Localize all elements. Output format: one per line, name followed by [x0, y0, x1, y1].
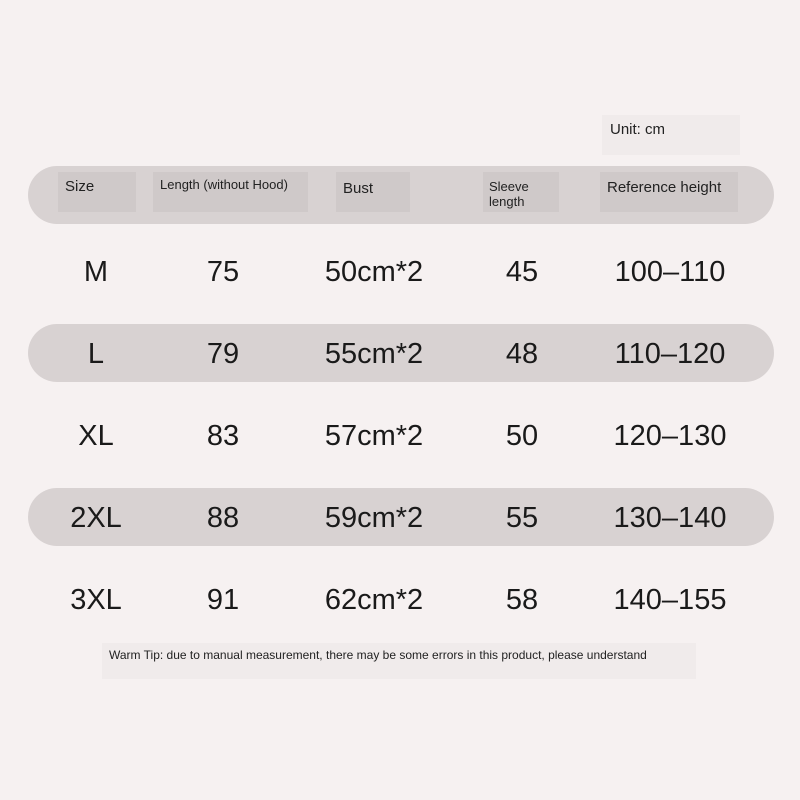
cell-length: 88: [206, 502, 240, 534]
warm-tip: Warm Tip: due to manual measurement, there may be some errors in this product, please understand: [102, 643, 696, 679]
cell-size: M: [83, 256, 109, 288]
cell-bust: 62cm*2: [324, 584, 424, 616]
cell-sleeve: 45: [505, 256, 539, 288]
cell-height: 100–110: [614, 256, 726, 288]
cell-sleeve: 58: [505, 584, 539, 616]
unit-label: Unit: cm: [602, 115, 740, 155]
cell-size: 3XL: [70, 584, 122, 616]
cell-height: 130–140: [613, 502, 727, 534]
cell-length: 91: [206, 584, 240, 616]
cell-bust: 57cm*2: [324, 420, 424, 452]
cell-length: 83: [206, 420, 240, 452]
cell-size: XL: [78, 420, 114, 452]
cell-bust: 55cm*2: [324, 338, 424, 370]
cell-length: 75: [206, 256, 240, 288]
cell-height: 120–130: [613, 420, 727, 452]
header-length: Length (without Hood): [153, 172, 308, 212]
header-bust: Bust: [336, 172, 410, 212]
cell-sleeve: 50: [505, 420, 539, 452]
cell-height: 110–120: [614, 338, 726, 370]
cell-bust: 50cm*2: [324, 256, 424, 288]
cell-sleeve: 55: [505, 502, 539, 534]
cell-size: 2XL: [70, 502, 122, 534]
header-sleeve-length: Sleeve length: [483, 172, 559, 212]
cell-size: L: [87, 338, 105, 370]
cell-length: 79: [206, 338, 240, 370]
header-size: Size: [58, 172, 136, 212]
cell-height: 140–155: [613, 584, 727, 616]
cell-bust: 59cm*2: [324, 502, 424, 534]
header-reference-height: Reference height: [600, 172, 738, 212]
cell-sleeve: 48: [505, 338, 539, 370]
